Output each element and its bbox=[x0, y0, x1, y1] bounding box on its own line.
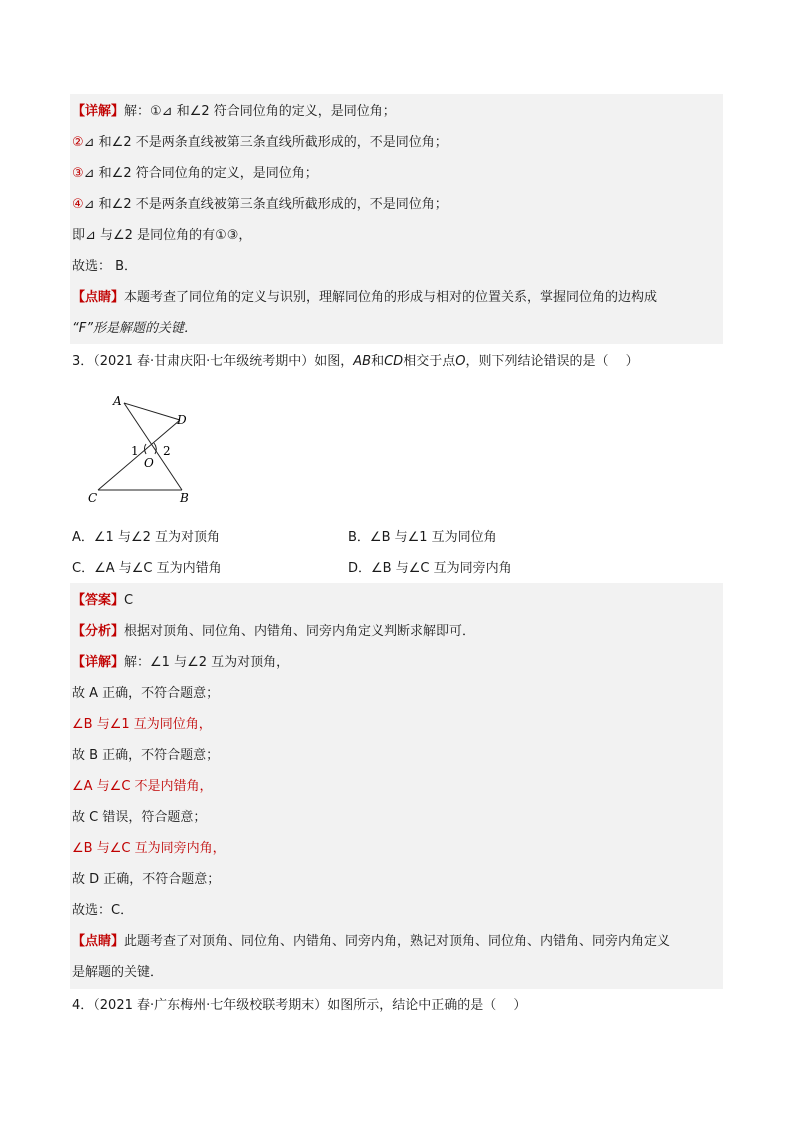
question-mid: 和 bbox=[371, 354, 385, 369]
option-a[interactable]: A．∠1 与∠2 互为对顶角 bbox=[72, 530, 221, 545]
analysis-tag: 【分析】 bbox=[72, 624, 125, 639]
analysis-text: 根据对顶角、同位角、内错角、同旁内角定义判断求解即可． bbox=[124, 624, 476, 639]
comment-line bbox=[72, 290, 722, 306]
comment-line-2: 是解题的关键． bbox=[72, 965, 164, 980]
question-suffix: ，则下列结论错误的是（ ） bbox=[465, 354, 639, 369]
detail-tag: 【详解】 bbox=[72, 655, 125, 670]
detail-line: 故 C 错误，符合题意； bbox=[72, 810, 207, 825]
label-o: O bbox=[144, 456, 154, 470]
label-d: D bbox=[177, 413, 187, 427]
comment-text: 此题考查了对顶角、同位角、内错角、同旁内角，熟记对顶角、同位角、内错角、同旁内角定义 bbox=[124, 934, 671, 949]
label-a: A bbox=[113, 394, 122, 408]
detail-line: 故选：C． bbox=[72, 903, 134, 918]
point-o: O bbox=[455, 354, 466, 369]
answer-line bbox=[72, 593, 722, 609]
option-c[interactable]: C．∠A 与∠C 互为内错角 bbox=[72, 561, 222, 576]
comment-text: 本题考查了同位角的定义与识别，理解同位角的形成与相对的位置关系，掌握同位角的边构成 bbox=[124, 290, 658, 305]
item-number: ② bbox=[72, 135, 84, 150]
question-3 bbox=[72, 354, 722, 370]
option-d[interactable]: D．∠B 与∠C 互为同旁内角 bbox=[348, 561, 512, 576]
segment-cd: CD bbox=[384, 354, 404, 369]
analysis-line bbox=[72, 624, 722, 640]
segment-ab: AB bbox=[353, 354, 372, 369]
detail-line: ∠B 与∠C 互为同旁内角， bbox=[72, 841, 226, 856]
detail-line-2 bbox=[72, 135, 722, 151]
detail-line: 故 A 正确，不符合题意； bbox=[72, 686, 220, 701]
item-number: ③ bbox=[72, 166, 84, 181]
label-b: B bbox=[180, 491, 189, 505]
detail-line bbox=[72, 655, 722, 671]
geometry-figure bbox=[84, 390, 204, 510]
detail-line-6: 故选： B． bbox=[72, 259, 138, 274]
label-2: 2 bbox=[163, 444, 171, 458]
label-c: C bbox=[88, 491, 98, 505]
question-mid: 相交于点 bbox=[403, 354, 456, 369]
detail-line-3 bbox=[72, 166, 722, 182]
comment-line bbox=[72, 934, 722, 950]
segment-ad bbox=[124, 403, 180, 420]
detail-text: 解：①⊿ 和∠2 符合同位角的定义，是同位角； bbox=[124, 104, 396, 119]
comment-line-2: “F”形是解题的关键． bbox=[72, 321, 197, 336]
detail-text: ⊿ 和∠2 符合同位角的定义，是同位角； bbox=[83, 166, 318, 181]
detail-line: 故 D 正确，不符合题意； bbox=[72, 872, 221, 887]
detail-tag: 【详解】 bbox=[72, 104, 125, 119]
label-1: 1 bbox=[131, 444, 139, 458]
detail-line: 故 B 正确，不符合题意； bbox=[72, 748, 220, 763]
detail-line: ∠B 与∠1 互为同位角， bbox=[72, 717, 212, 732]
detail-line-5: 即⊿ 与∠2 是同位角的有①③， bbox=[72, 228, 252, 243]
detail-text: ⊿ 和∠2 不是两条直线被第三条直线所截形成的，不是同位角； bbox=[83, 135, 448, 150]
question-prefix: 3．（2021 春·甘肃庆阳·七年级统考期中）如图， bbox=[72, 354, 354, 369]
detail-line bbox=[72, 104, 722, 120]
solution-block-q2 bbox=[70, 94, 723, 344]
answer-tag: 【答案】 bbox=[72, 593, 125, 608]
detail-line-4 bbox=[72, 197, 722, 213]
comment-tag: 【点睛】 bbox=[72, 934, 125, 949]
question-4: 4．（2021 春·广东梅州·七年级校联考期末）如图所示，结论中正确的是（ ） bbox=[72, 998, 527, 1013]
item-number: ④ bbox=[72, 197, 84, 212]
detail-text: ⊿ 和∠2 不是两条直线被第三条直线所截形成的，不是同位角； bbox=[83, 197, 448, 212]
option-b[interactable]: B．∠B 与∠1 互为同位角 bbox=[348, 530, 497, 545]
detail-text: 解：∠1 与∠2 互为对顶角， bbox=[124, 655, 290, 670]
answer-text: C bbox=[124, 593, 134, 608]
comment-tag: 【点睛】 bbox=[72, 290, 125, 305]
detail-line: ∠A 与∠C 不是内错角， bbox=[72, 779, 213, 794]
